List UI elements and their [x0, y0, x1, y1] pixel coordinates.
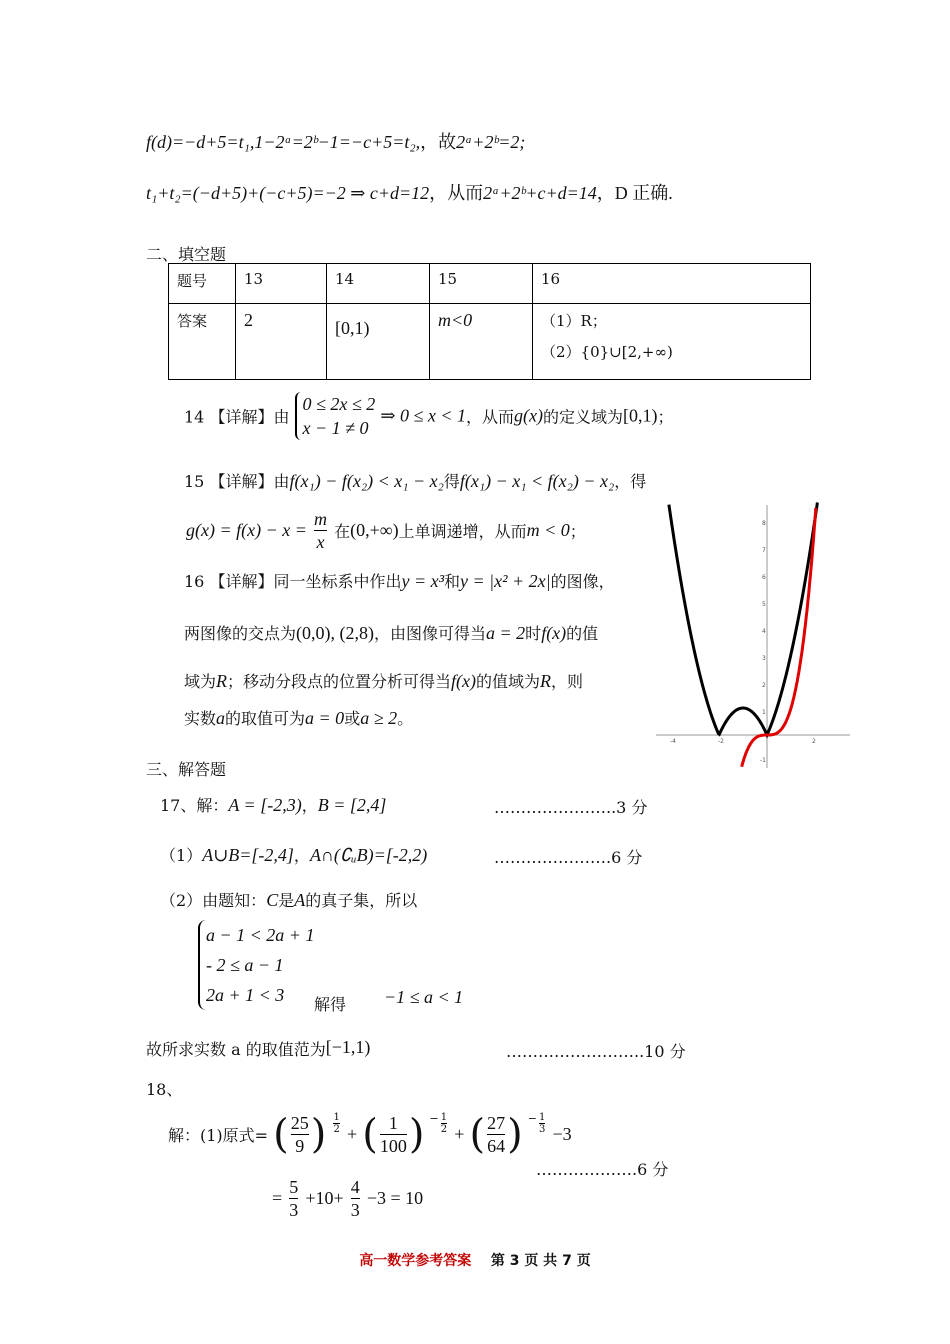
header-cell: 题号	[169, 264, 236, 304]
row-label: 答案	[169, 304, 236, 380]
top-eq-1: f(d)=−d+5=t₁,1−2ᵃ=2ᵇ−1=−c+5=t₂,	[146, 132, 421, 152]
y-tick-label: 8	[762, 520, 766, 527]
abs-curve	[669, 503, 818, 736]
q17-score-3: ……………………..10 分	[506, 1042, 686, 1061]
answer-13: 2	[236, 304, 327, 380]
y-tick-label: 4	[762, 628, 766, 635]
q17-part-2: （2）由题知：C是A的真子集，所以	[160, 890, 418, 910]
y-tick-label: 1	[762, 709, 766, 716]
q16-line-1: 16 【详解】同一坐标系中作出y = x³和y = |x² + 2x|的图像，	[184, 571, 615, 591]
q18-line-2: = $\frac{5}{3}$ +10+ $\frac{4}{3}$ −3 = 10	[272, 1177, 424, 1220]
y-tick-label: 6	[762, 574, 766, 581]
q15-line-1: 15 【详解】由f(x₁) − f(x₂) < x₁ − x₂得f(x₁) − x₁ < f(x₂) − x₂，得	[184, 471, 647, 491]
top-line-2: t₁+t₂=(−d+5)+(−c+5)=−2 ⇒ c+d=12，从而2ᵃ+2ᵇ+c+d=14，D 正确.	[146, 183, 673, 203]
q17-score-1: …………………..3 分	[494, 798, 648, 817]
q16-line-4: 实数a的取值可为a = 0或a ≥ 2。	[184, 708, 414, 728]
q17-system: a − 1 < 2a + 1 - 2 ≤ a − 1 2a + 1 < 3	[198, 920, 314, 1010]
cubic-curve	[742, 508, 816, 767]
q18-label: 18、	[146, 1080, 183, 1099]
function-graph	[652, 500, 852, 770]
y-tick-label: -1	[760, 757, 766, 764]
section-2-title: 二、填空题	[146, 245, 227, 264]
q17-solve-label: 解得	[314, 995, 347, 1014]
section-3-title: 三、解答题	[146, 760, 227, 779]
y-tick-label: 5	[762, 601, 766, 608]
answer-14: [0,1)	[327, 304, 430, 380]
q16-line-3: 域为R；移动分段点的位置分析可得当f(x)的值域为R，则	[184, 671, 584, 691]
q18-line-1: 解：(1)原式= ( $\frac{25}{9}$ ) $\frac{1}{2}$ + ( $\frac{1}{100}$ ) − $\frac{1}{2}$ + ( $\frac{27}{64}$ ) − $\frac{1}{3}$ −3	[168, 1111, 572, 1158]
top-line-1: f(d)=−d+5=t₁,1−2ᵃ=2ᵇ−1=−c+5=t₂,，故2ᵃ+2ᵇ=2;	[146, 132, 526, 152]
top-eq-2: t₁+t₂=(−d+5)+(−c+5)=−2 ⇒ c+d=12	[146, 183, 430, 203]
q17-line-1: 17、解：A = [-2,3)，B = [2,4]	[160, 795, 387, 815]
q17-conclusion: 故所求实数 a 的取值范为[−1,1)	[146, 1037, 371, 1059]
header-cell: 16	[533, 264, 811, 304]
answer-16: （1）R； （2）{0}∪[2,+∞)	[533, 304, 811, 380]
x-tick-label: -4	[670, 738, 676, 745]
page-footer: 高一数学参考答案 第 3 页 共 7 页	[359, 1253, 591, 1269]
answer-15: m<0	[430, 304, 533, 380]
q18-score: ……………….6 分	[536, 1160, 669, 1179]
header-cell: 15	[430, 264, 533, 304]
y-tick-label: 7	[762, 547, 766, 554]
q17-part-1: （1）A∪B=[-2,4]，A∩(∁ᵤB)=[-2,2)	[160, 845, 428, 865]
header-cell: 14	[327, 264, 430, 304]
q14-line: 14 【详解】由 0 ≤ 2x ≤ 2 x − 1 ≠ 0 ⇒ 0 ≤ x < 1，从而g(x)的定义域为[0,1)；	[184, 394, 674, 438]
q15-line-2: g(x) = f(x) − x = $\frac{m}{x}$ 在(0,+∞)上单调递增，从而m < 0；	[186, 509, 586, 552]
answer-table	[168, 263, 811, 380]
q17-score-2: ………………….6 分	[494, 848, 643, 867]
y-tick-label: 2	[762, 682, 766, 689]
q14-system: 0 ≤ 2x ≤ 2 x − 1 ≠ 0	[295, 392, 376, 440]
x-tick-label: -2	[718, 738, 724, 745]
q15-fraction: $\frac{m}{x}$	[313, 509, 327, 552]
x-tick-label: 2	[812, 738, 816, 745]
q17-solution: −1 ≤ a < 1	[384, 987, 464, 1007]
q16-line-2: 两图像的交点为(0,0), (2,8)，由图像可得当a = 2时f(x)的值	[184, 623, 599, 643]
y-tick-label: 3	[762, 655, 766, 662]
header-cell: 13	[236, 264, 327, 304]
